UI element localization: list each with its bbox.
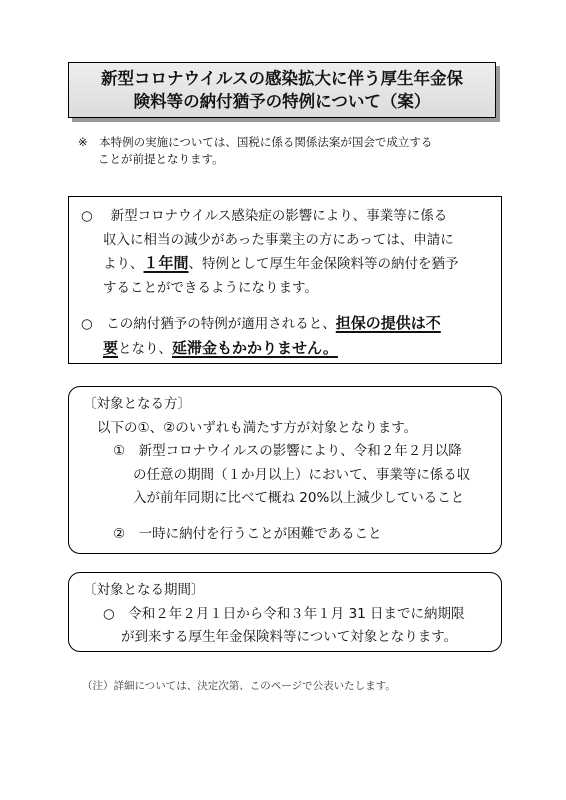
summary-paragraph-1 [81,205,491,300]
title-line-2: 険料等の納付猶予の特例について（案） [133,92,431,111]
p2-line-2-mid: となり、 [118,340,173,357]
p1-line-4: することができるようになります。 [103,279,318,296]
one-year-emphasis: １年間 [143,254,189,272]
eligible-item-2: ② 一時に納付を行うことが困難であること [113,525,382,542]
period-heading: 〔対象となる期間〕 [83,582,205,598]
special-measure-summary-box [68,196,502,364]
eligible-persons-box [68,386,502,554]
page-title [68,62,496,118]
eligible-heading: 〔対象となる方〕 [83,396,191,412]
eligible-item-1-line-2: の任意の期間（１か月以上）において、事業等に係る収 [133,466,471,483]
eligible-period-box [68,572,502,652]
p1-line-3-end: 、特例として厚生年金保険料等の納付を猶予 [188,256,459,272]
summary-paragraph-2 [81,312,491,361]
eligible-item-1-line-1: ① 新型コロナウイルスの影響により、令和２年２月以降 [113,443,462,459]
p2-line-1-start: ○ この納付猶予の特例が適用されると、 [81,316,336,332]
p1-line-1: ○ 新型コロナウイルス感染症の影響により、事業等に係る [81,208,448,224]
notice-line-1: ※ 本特例の実施については、国税に係る関係法案が国会で成立する [78,135,433,149]
p1-line-3-start: より、 [103,256,144,272]
prerequisite-notice [78,134,508,168]
no-collateral-emphasis-end: 要 [103,338,119,357]
p1-line-2: 収入に相当の減少があった事業主の方にあっては、申請に [103,231,454,248]
no-late-fee-emphasis: 延滞金もかかりません。 [172,338,338,357]
eligible-item-1-line-3: 入が前年同期に比べて概ね 20%以上減少していること [133,490,465,506]
title-line-1: 新型コロナウイルスの感染拡大に伴う厚生年金保 [100,69,463,88]
eligible-intro: 以下の①、②のいずれも満たす方が対象となります。 [97,419,418,436]
no-collateral-emphasis: 担保の提供は不 [335,314,441,332]
footnote: （注）詳細については、決定次第、このページで公表いたします。 [82,680,396,692]
period-line-2: が到来する厚生年金保険料等について対象となります。 [121,629,458,645]
notice-line-2: ことが前提となります。 [98,152,224,166]
period-line-1: ○ 令和２年２月１日から令和３年１月 31 日までに納期限 [103,605,465,622]
